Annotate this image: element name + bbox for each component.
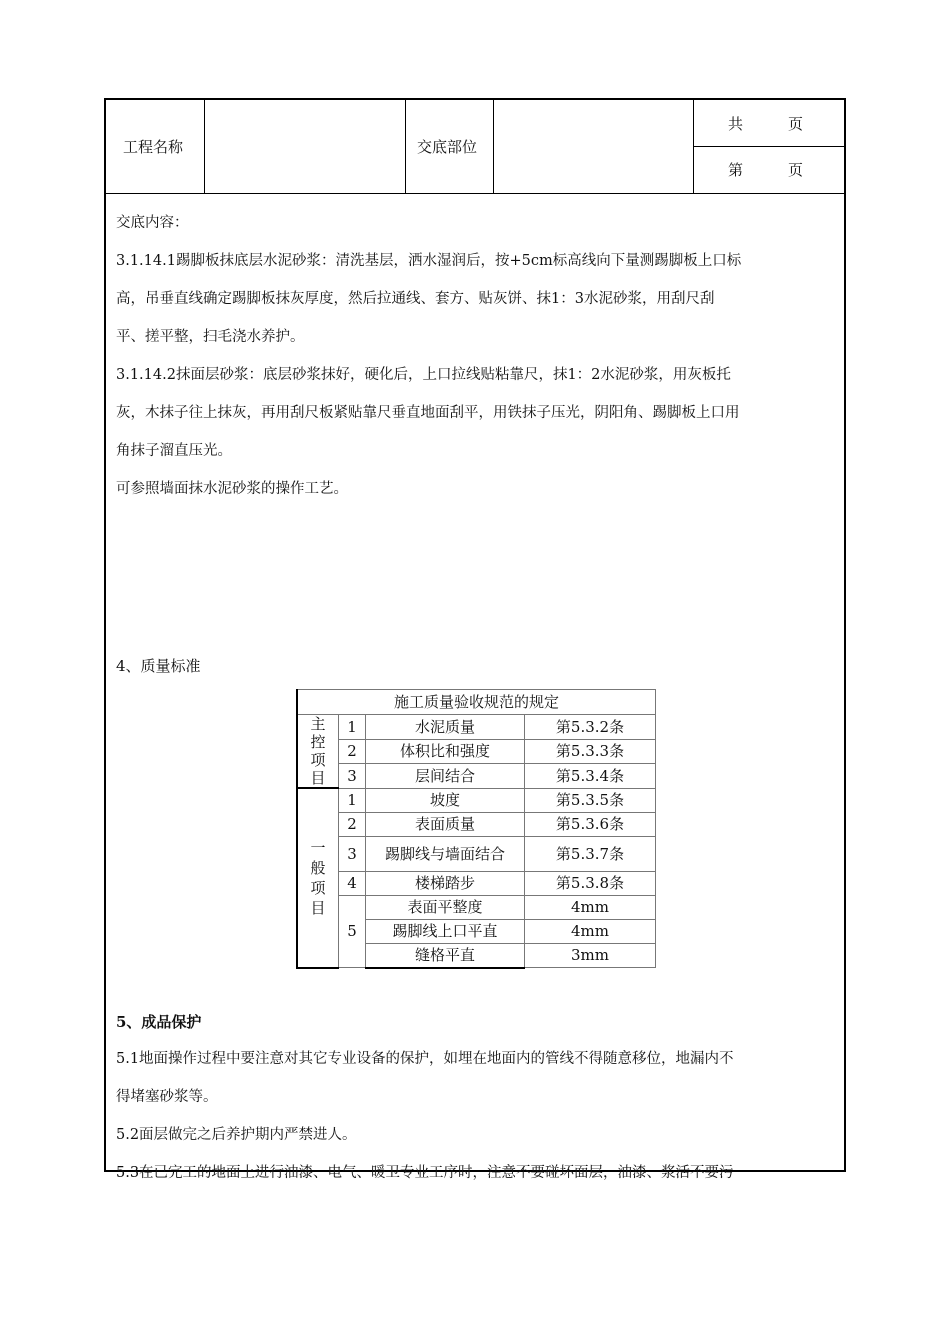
paragraph-line: 3.1.14.1踢脚板抹底层水泥砂浆：清洗基层，洒水湿润后，按+5cm标高线向下量测踢脚板上口标 xyxy=(116,253,742,269)
paragraph-line: 得堵塞砂浆等。 xyxy=(116,1089,218,1105)
group-label: 一般项目 xyxy=(310,838,326,917)
table-row xyxy=(297,715,656,740)
divider xyxy=(405,100,406,193)
row-number: 2 xyxy=(339,812,366,836)
protection-heading: 5、成品保护 xyxy=(116,1013,202,1031)
row-number: 1 xyxy=(339,788,366,812)
quality-table xyxy=(296,689,656,969)
spec-reference: 3mm xyxy=(525,943,656,968)
item-name: 坡度 xyxy=(366,788,525,812)
item-name: 表面平整度 xyxy=(366,895,525,919)
quality-heading: 4、质量标准 xyxy=(116,657,201,675)
project-name-label: 工程名称 xyxy=(123,138,184,156)
paragraph-line: 平、搓平整，扫毛浇水养护。 xyxy=(116,329,305,345)
group-main-control xyxy=(297,715,339,789)
total-pages: 共 页 xyxy=(728,115,804,133)
location-label: 交底部位 xyxy=(417,138,478,156)
paragraph-line: 高，吊垂直线确定踢脚板抹灰厚度，然后拉通线、套方、贴灰饼、抹1：3水泥砂浆，用刮尺刮 xyxy=(116,291,715,307)
table-row xyxy=(297,871,656,895)
table-row xyxy=(297,690,656,715)
paragraph-line: 3.1.14.2抹面层砂浆：底层砂浆抹好，硬化后，上口拉线贴粘靠尺，抹1：2水泥砂浆，用灰板托 xyxy=(116,367,731,383)
document-frame xyxy=(104,98,846,1181)
table-row xyxy=(297,764,656,789)
table-row xyxy=(297,788,656,812)
divider xyxy=(493,100,494,193)
item-name: 踢脚线上口平直 xyxy=(366,919,525,943)
paragraph-line: 角抹子溜直压光。 xyxy=(116,443,232,459)
row-number: 5 xyxy=(339,895,366,968)
paragraph-line: 5.3在已完工的地面上进行油漆、电气、暖卫专业工序时，注意不要碰坏面层，油漆、浆活不要污 xyxy=(116,1165,734,1181)
group-general xyxy=(297,788,339,968)
item-name: 缝格平直 xyxy=(366,943,525,968)
row-number: 2 xyxy=(339,739,366,764)
spec-reference: 第5.3.6条 xyxy=(525,812,656,836)
spec-reference: 第5.3.2条 xyxy=(525,715,656,740)
header-row xyxy=(106,100,844,194)
spec-reference: 第5.3.4条 xyxy=(525,764,656,789)
paragraph-line: 5.1地面操作过程中要注意对其它专业设备的保护，如埋在地面内的管线不得随意移位，地漏内不 xyxy=(116,1051,734,1067)
divider xyxy=(693,146,844,147)
table-row xyxy=(297,812,656,836)
spec-reference: 第5.3.3条 xyxy=(525,739,656,764)
row-number: 3 xyxy=(339,764,366,789)
divider xyxy=(204,100,205,193)
row-number: 4 xyxy=(339,871,366,895)
table-row xyxy=(297,739,656,764)
row-number: 1 xyxy=(339,715,366,740)
item-name: 踢脚线与墙面结合 xyxy=(366,836,525,871)
table-title: 施工质量验收规范的规定 xyxy=(297,690,656,715)
item-name: 体积比和强度 xyxy=(366,739,525,764)
content-body xyxy=(116,204,838,508)
spec-reference: 4mm xyxy=(525,919,656,943)
spec-reference: 第5.3.5条 xyxy=(525,788,656,812)
spec-reference: 第5.3.7条 xyxy=(525,836,656,871)
protection-body xyxy=(116,1040,838,1192)
spec-reference: 第5.3.8条 xyxy=(525,871,656,895)
paragraph-line: 灰，木抹子往上抹灰，再用刮尺板紧贴靠尺垂直地面刮平，用铁抹子压光，阴阳角、踢脚板上口用 xyxy=(116,405,740,421)
paragraph-line: 5.2面层做完之后养护期内严禁进人。 xyxy=(116,1127,357,1143)
paragraph-line: 可参照墙面抹水泥砂浆的操作工艺。 xyxy=(116,481,348,497)
item-name: 楼梯踏步 xyxy=(366,871,525,895)
table-row xyxy=(297,895,656,919)
row-number: 3 xyxy=(339,836,366,871)
table-row xyxy=(297,836,656,871)
page-number: 第 页 xyxy=(728,161,804,179)
item-name: 水泥质量 xyxy=(366,715,525,740)
group-label: 主控项目 xyxy=(310,715,326,787)
spec-reference: 4mm xyxy=(525,895,656,919)
content-heading: 交底内容： xyxy=(116,215,189,231)
item-name: 层间结合 xyxy=(366,764,525,789)
item-name: 表面质量 xyxy=(366,812,525,836)
